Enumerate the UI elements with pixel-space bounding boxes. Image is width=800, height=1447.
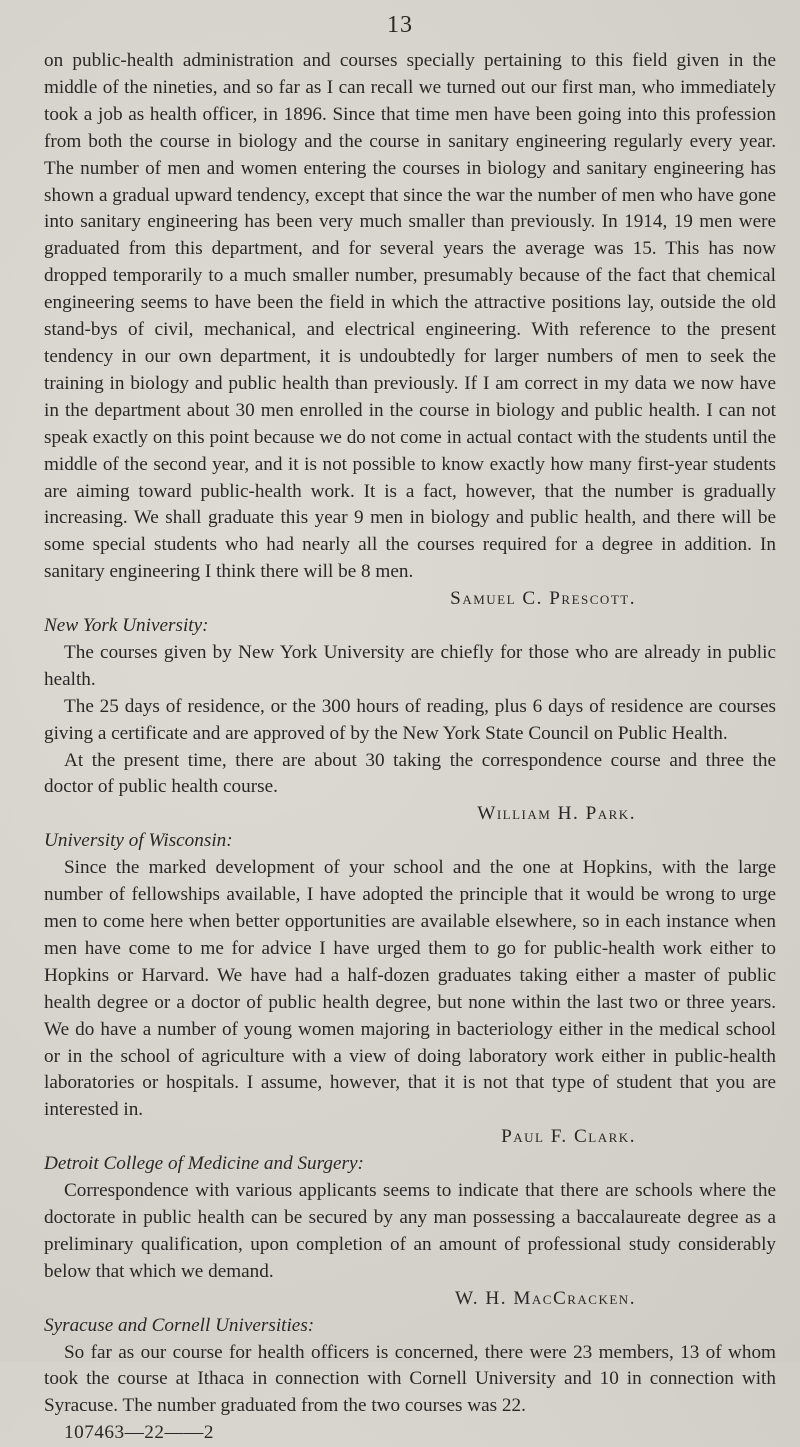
paragraph-syracuse-cornell: So far as our course for health officers is concerned, there were 23 members, 13 of whom took the course at Ithaca in connection with Cornell University and 10 in connection with Syracuse. The number graduated from the two courses was 22. xyxy=(44,1341,776,1417)
heading-new-york-university: New York University: xyxy=(44,615,209,637)
signature-clark: Paul F. Clark. xyxy=(501,1126,636,1148)
signature-maccracken: W. H. MacCracken. xyxy=(454,1287,636,1309)
page-number: 13 xyxy=(387,12,413,38)
heading-university-of-wisconsin: University of Wisconsin: xyxy=(44,830,233,852)
paragraph-detroit: Correspondence with various applicants seems to indicate that there are schools where the doctorate in public health can be secured by any man possessing a baccalaureate degree as a preliminary qualification, upon completion of an amount of professional study considerably below that which we demand. xyxy=(44,1180,776,1282)
paragraph-nyu-courses: The courses given by New York University are chiefly for those who are already in public health. xyxy=(44,641,776,690)
signature-prescott: Samuel C. Prescott. xyxy=(450,588,636,610)
body-text xyxy=(44,48,776,1447)
paragraph-wisconsin: Since the marked development of your school and the one at Hopkins, with the large number of fellowships available, I have adopted the principle that it would be wrong to urge men to come here when better opportunities are available elsewhere, so in each instance when men have come to me for advice I have urged them to go for public-health work either to Hopkins or Harvard. We have had a half-dozen graduates taking either a master of public health degree or a doctor of public health degree, but none within the last two or three years. We do have a number of young women majoring in bacteriology either in the medical school or in the school of agriculture with a view of doing laboratory work either in public-health laboratories or hospitals. I assume, however, that it is not that type of student that you are interested in. xyxy=(44,857,776,1121)
heading-detroit-college: Detroit College of Medicine and Surgery: xyxy=(44,1153,364,1175)
paragraph-nyu-enrollment: At the present time, there are about 30 taking the correspondence course and three the doctor of public health course. xyxy=(44,749,776,798)
paragraph-prescott-report: on public-health administration and courses specially pertaining to this field given in the middle of the nineties, and so far as I can recall we turned out our first man, who immediately took a job as health officer, in 1896. Since that time men have been going into this profession from both the course in biology and the course in sanitary engineering regularly every year. The number of men and women entering the courses in biology and sanitary engineering has shown a gradual upward tendency, except that since the war the number of men who have gone into sanitary engineering has been very much smaller than previously. In 1914, 19 men were graduated from this department, and for several years the average was 15. This has now dropped temporarily to a much smaller number, presumably because of the fact that chemical engineering seems to have been the field in which the attractive positions lay, outside the old stand-bys of civil, mechanical, and electrical engineering. With reference to the present tendency in our own department, it is undoubtedly for larger numbers of men to seek the training in biology and public health than previously. If I am correct in my data we now have in the department about 30 men enrolled in the course in biology and public health. I can not speak exactly on this point because we do not come in actual contact with the students until the middle of the second year, and it is not possible to know exactly how many first-year students are aiming toward public-health work. It is a fact, however, that the number is gradually increasing. We shall graduate this year 9 men in biology and public health, and there will be some special students who had nearly all the courses required for a degree in addition. In sanitary engineering I think there will be 8 men. xyxy=(44,50,776,583)
document-code: 107463—22——2 xyxy=(64,1422,214,1444)
heading-syracuse-cornell: Syracuse and Cornell Universities: xyxy=(44,1314,315,1336)
signature-park: William H. Park. xyxy=(477,803,636,825)
paragraph-nyu-residence: The 25 days of residence, or the 300 hours of reading, plus 6 days of residence are courses giving a certificate and are approved of by the New York State Council on Public Health. xyxy=(44,695,776,744)
